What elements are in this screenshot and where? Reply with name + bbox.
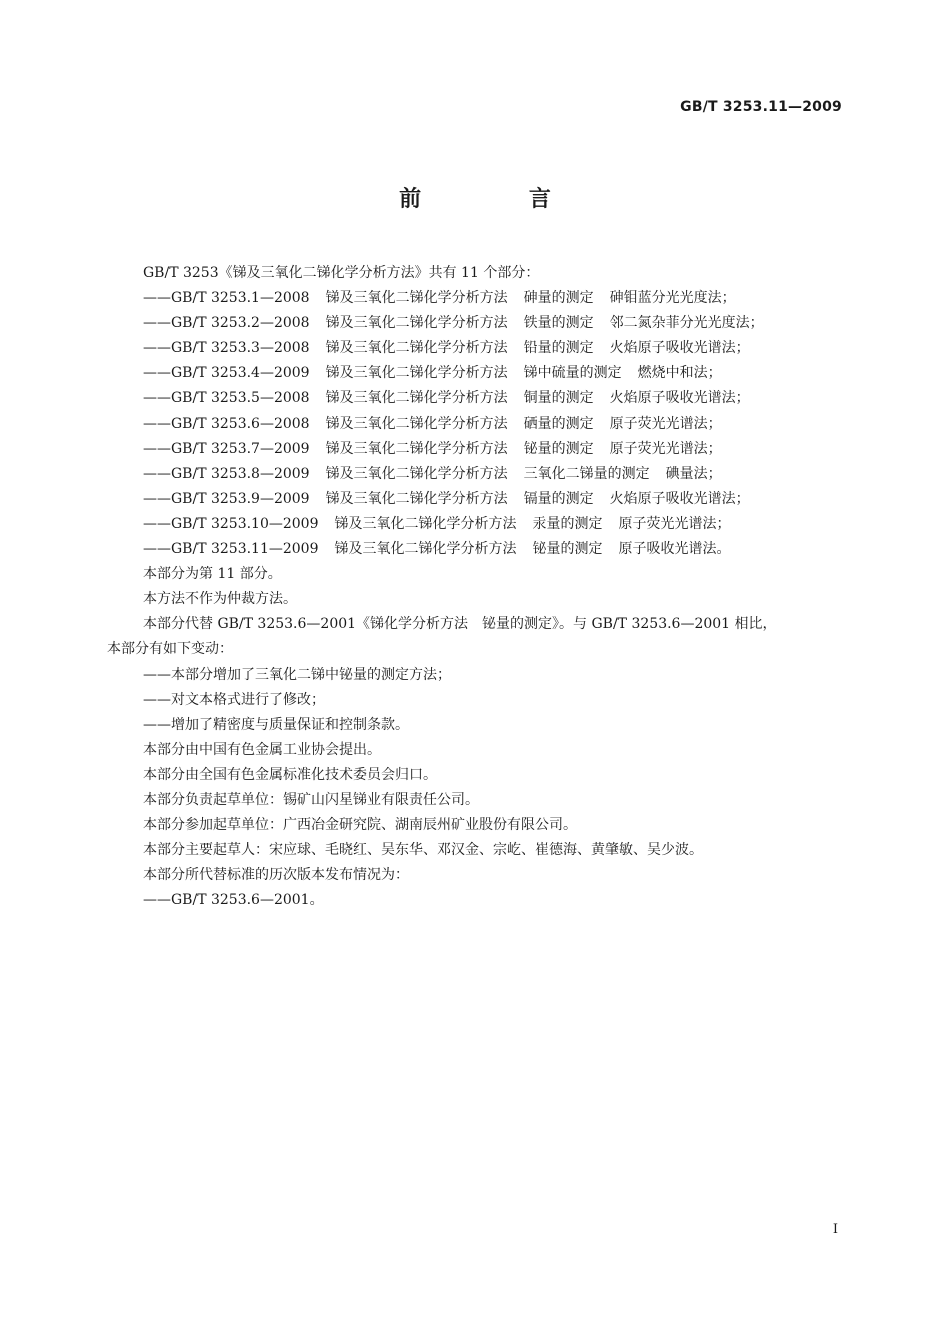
part-technique: 原子荧光光谱法； (618, 515, 731, 532)
list-item (107, 311, 843, 336)
part-method: 锑及三氧化二锑化学分析方法 (325, 290, 508, 307)
part-method: 锑及三氧化二锑化学分析方法 (334, 515, 517, 532)
list-item (107, 286, 843, 311)
part-method: 锑及三氧化二锑化学分析方法 (325, 440, 508, 457)
list-item (107, 537, 843, 562)
part-item: 硒量的测定 (523, 415, 594, 432)
page-title: 前 言 (399, 187, 601, 212)
list-item (107, 487, 843, 512)
history-list (107, 888, 843, 913)
part-code: ——GB/T 3253.7—2009 (143, 440, 310, 457)
part-method: 锑及三氧化二锑化学分析方法 (325, 465, 508, 482)
part-code: ——GB/T 3253.1—2008 (143, 290, 310, 307)
part-code: ——GB/T 3253.4—2009 (143, 365, 310, 382)
part-technique: 原子吸收光谱法。 (618, 541, 731, 558)
parts-list (107, 286, 843, 562)
part-technique: 燃烧中和法； (637, 365, 722, 382)
part-method: 锑及三氧化二锑化学分析方法 (325, 315, 508, 332)
list-item (107, 386, 843, 411)
part-code: ——GB/T 3253.5—2008 (143, 390, 310, 407)
part-item: 镉量的测定 (523, 490, 594, 507)
part-item: 三氧化二锑量的测定 (523, 465, 650, 482)
part-item: 铜量的测定 (523, 390, 594, 407)
list-item (107, 361, 843, 386)
foreword-body (107, 261, 843, 913)
list-item: ——本部分增加了三氧化二锑中铋量的测定方法； (143, 666, 451, 683)
list-item (107, 412, 843, 437)
part-technique: 原子荧光光谱法； (609, 440, 722, 457)
page-number: I (832, 1222, 838, 1237)
part-item: 砷量的测定 (523, 290, 594, 307)
list-item (107, 512, 843, 537)
part-technique: 碘量法； (665, 465, 722, 482)
part-item: 铅量的测定 (523, 340, 594, 357)
part-code: ——GB/T 3253.10—2009 (143, 515, 319, 532)
history-heading: 本部分所代替标准的历次版本发布情况为： (143, 867, 409, 884)
list-item (107, 462, 843, 487)
list-item (107, 437, 843, 462)
part-code: ——GB/T 3253.8—2009 (143, 465, 310, 482)
list-item: ——增加了精密度与质量保证和控制条款。 (143, 716, 409, 733)
intro-paragraph: GB/T 3253《锑及三氧化二锑化学分析方法》共有 11 个部分： (143, 265, 540, 281)
part-code: ——GB/T 3253.3—2008 (143, 340, 310, 357)
list-item (107, 336, 843, 361)
drafters-statement: 本部分主要起草人：宋应球、毛晓红、吴东华、邓汉金、宗屹、崔德海、黄肇敏、吴少波。 (143, 842, 703, 859)
part-method: 锑及三氧化二锑化学分析方法 (325, 415, 508, 432)
part-technique: 火焰原子吸收光谱法； (609, 390, 750, 407)
participating-units-statement: 本部分参加起草单位：广西冶金研究院、湖南辰州矿业股份有限公司。 (143, 817, 577, 834)
this-part-statement: 本部分为第 11 部分。 (143, 566, 282, 583)
part-method: 锑及三氧化二锑化学分析方法 (325, 365, 508, 382)
part-item: 铋量的测定 (523, 440, 594, 457)
changes-list (107, 663, 843, 738)
part-method: 锑及三氧化二锑化学分析方法 (325, 490, 508, 507)
list-item: ——对文本格式进行了修改； (143, 691, 325, 708)
committee-statement: 本部分由全国有色金属标准化技术委员会归口。 (143, 766, 437, 783)
list-item: ——GB/T 3253.6—2001。 (143, 892, 324, 909)
drafting-unit-statement: 本部分负责起草单位：锡矿山闪星锑业有限责任公司。 (143, 791, 479, 808)
replacement-statement: 本部分代替 GB/T 3253.6—2001《锑化学分析方法 铋量的测定》。与 GB/T 3253.6—2001 相比， (143, 616, 777, 633)
replacement-statement-continued: 本部分有如下变动： (107, 641, 233, 658)
part-method: 锑及三氧化二锑化学分析方法 (325, 390, 508, 407)
part-method: 锑及三氧化二锑化学分析方法 (334, 541, 517, 558)
part-technique: 邻二氮杂菲分光光度法； (609, 315, 764, 332)
part-code: ——GB/T 3253.6—2008 (143, 415, 310, 432)
part-item: 铁量的测定 (523, 315, 594, 332)
part-technique: 原子荧光光谱法； (609, 415, 722, 432)
part-technique: 砷钼蓝分光光度法； (609, 290, 736, 307)
part-technique: 火焰原子吸收光谱法； (609, 340, 750, 357)
arbitration-statement: 本方法不作为仲裁方法。 (143, 591, 297, 608)
part-code: ——GB/T 3253.2—2008 (143, 315, 310, 332)
proposer-statement: 本部分由中国有色金属工业协会提出。 (143, 741, 381, 758)
part-code: ——GB/T 3253.9—2009 (143, 490, 310, 507)
part-code: ——GB/T 3253.11—2009 (143, 541, 319, 558)
part-item: 锑中硫量的测定 (523, 365, 622, 382)
part-item: 铋量的测定 (532, 541, 603, 558)
part-item: 汞量的测定 (532, 515, 603, 532)
part-technique: 火焰原子吸收光谱法； (609, 490, 750, 507)
credits-list (107, 738, 843, 889)
part-method: 锑及三氧化二锑化学分析方法 (325, 340, 508, 357)
standard-code: GB/T 3253.11—2009 (680, 99, 842, 115)
